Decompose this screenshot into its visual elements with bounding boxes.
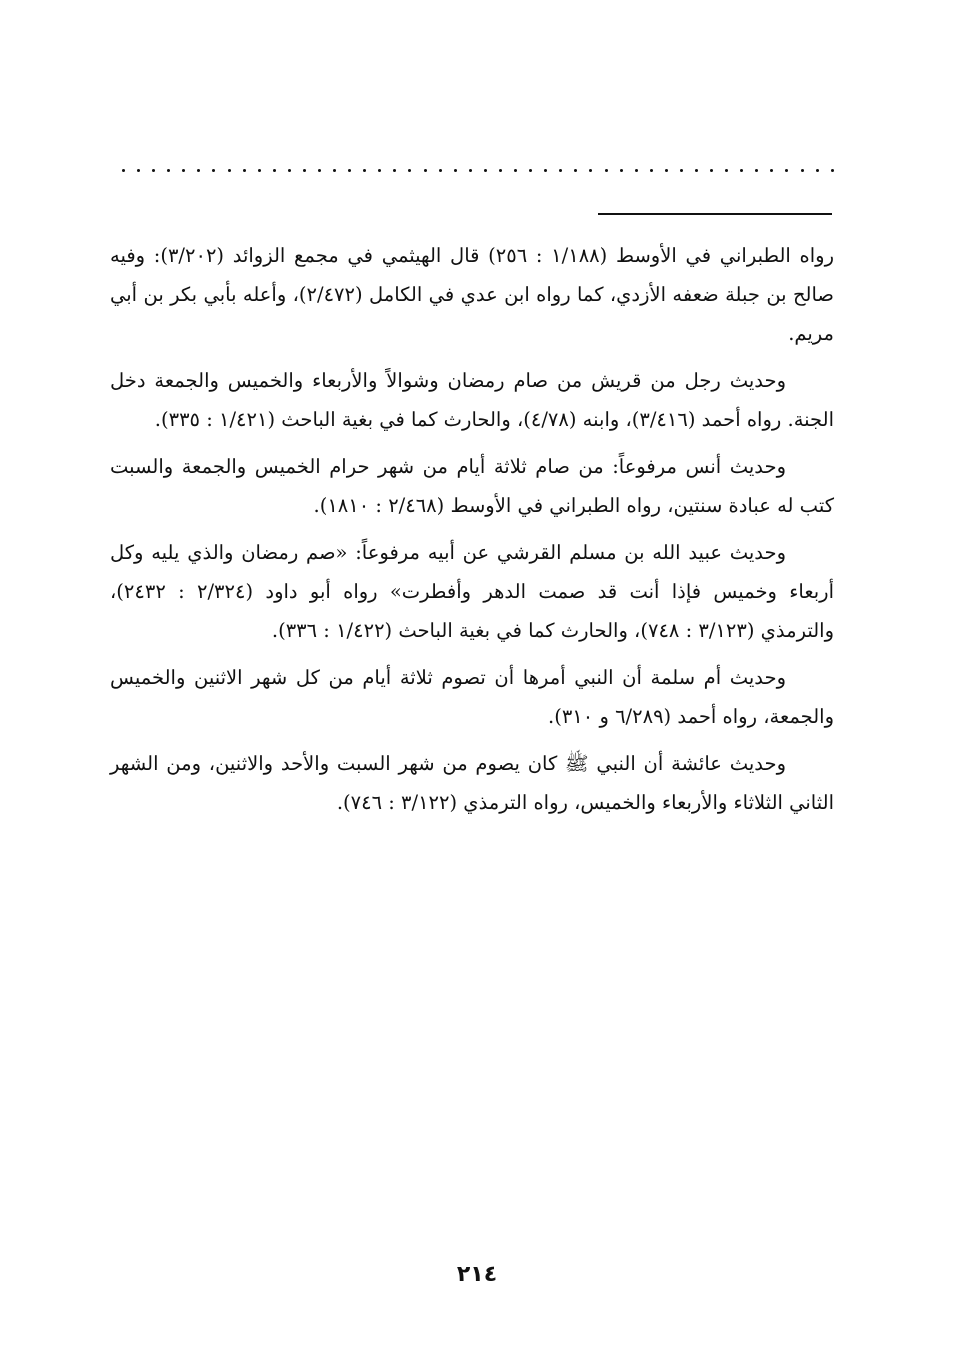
footnote-paragraph: وحديث أنس مرفوعاً: من صام ثلاثة أيام من شهر حرام الخميس والجمعة والسبت كتب له عبادة سنتين، رواه الطبراني في الأوسط (٢/٤٦٨ : ١٨١٠). <box>110 455 834 517</box>
separator-dot <box>574 169 577 172</box>
separator-dot <box>740 169 743 172</box>
footnotes-section <box>110 236 834 830</box>
separator-dot <box>559 169 562 172</box>
footnote-separator-line <box>598 213 832 215</box>
separator-dot <box>710 169 713 172</box>
separator-dot <box>182 169 185 172</box>
separator-dot <box>318 169 321 172</box>
separator-dot <box>801 169 804 172</box>
separator-dot <box>605 169 608 172</box>
separator-dot <box>273 169 276 172</box>
separator-dot <box>529 169 532 172</box>
separator-dot <box>228 169 231 172</box>
separator-dot <box>408 169 411 172</box>
separator-dot <box>484 169 487 172</box>
separator-dot <box>152 169 155 172</box>
separator-dot <box>212 169 215 172</box>
separator-dot <box>620 169 623 172</box>
separator-dot <box>333 169 336 172</box>
separator-dot <box>770 169 773 172</box>
separator-dot <box>424 169 427 172</box>
dotted-separator <box>122 166 834 174</box>
separator-dot <box>665 169 668 172</box>
separator-dot <box>243 169 246 172</box>
separator-dot <box>725 169 728 172</box>
separator-dot <box>695 169 698 172</box>
separator-dot <box>454 169 457 172</box>
separator-dot <box>650 169 653 172</box>
separator-dot <box>348 169 351 172</box>
separator-dot <box>469 169 472 172</box>
separator-dot <box>680 169 683 172</box>
separator-dot <box>378 169 381 172</box>
footnote-paragraph: وحديث أم سلمة أن النبي أمرها أن تصوم ثلاثة أيام من كل شهر الاثنين والخميس والجمعة، رواه أحمد (٦/٢٨٩ و ٣١٠). <box>110 666 834 728</box>
footnote-paragraph: وحديث رجل من قريش من صام رمضان وشوالاً والأربعاء والخميس والجمعة دخل الجنة. رواه أحمد (٣/٤١٦)، وابنه (٤/٧٨)، والحارث كما في بغية الباحث (١/٤٢١ : ٣٣٥). <box>110 369 834 431</box>
separator-dot <box>122 169 125 172</box>
separator-dot <box>288 169 291 172</box>
separator-dot <box>831 169 834 172</box>
page-number: ٢١٤ <box>456 1262 498 1287</box>
separator-dot <box>816 169 819 172</box>
separator-dot <box>439 169 442 172</box>
separator-dot <box>197 169 200 172</box>
separator-dot <box>544 169 547 172</box>
separator-dot <box>137 169 140 172</box>
separator-dot <box>755 169 758 172</box>
separator-dot <box>514 169 517 172</box>
footnote-paragraph: وحديث عائشة أن النبي ﷺ كان يصوم من شهر السبت والأحد والاثنين، ومن الشهر الثاني الثلاثاء والأربعاء والخميس، رواه الترمذي (٣/١٢٢ : ٧٤٦). <box>110 752 834 814</box>
separator-dot <box>258 169 261 172</box>
footnote-paragraph: وحديث عبيد الله بن مسلم القرشي عن أبيه مرفوعاً: «صم رمضان والذي يليه وكل أربعاء وخميس فإذا أنت قد صمت الدهر وأفطرت» رواه أبو داود (٢/٣٢٤ : ٢٤٣٢)، والترمذي (٣/١٢٣ : ٧٤٨)، والحارث كما في بغية الباحث (١/٤٢٢ : ٣٣٦). <box>110 541 834 642</box>
separator-dot <box>167 169 170 172</box>
separator-dot <box>303 169 306 172</box>
separator-dot <box>363 169 366 172</box>
separator-dot <box>635 169 638 172</box>
separator-dot <box>499 169 502 172</box>
separator-dot <box>393 169 396 172</box>
footnote-paragraph: رواه الطبراني في الأوسط (١/١٨٨ : ٢٥٦) قال الهيثمي في مجمع الزوائد (٣/٢٠٢): وفيه صالح بن جبلة ضعفه الأزدي، كما رواه ابن عدي في الكامل (٢/٤٧٢)، وأعله بأبي بكر بن أبي مريم. <box>110 244 834 345</box>
separator-dot <box>589 169 592 172</box>
separator-dot <box>785 169 788 172</box>
